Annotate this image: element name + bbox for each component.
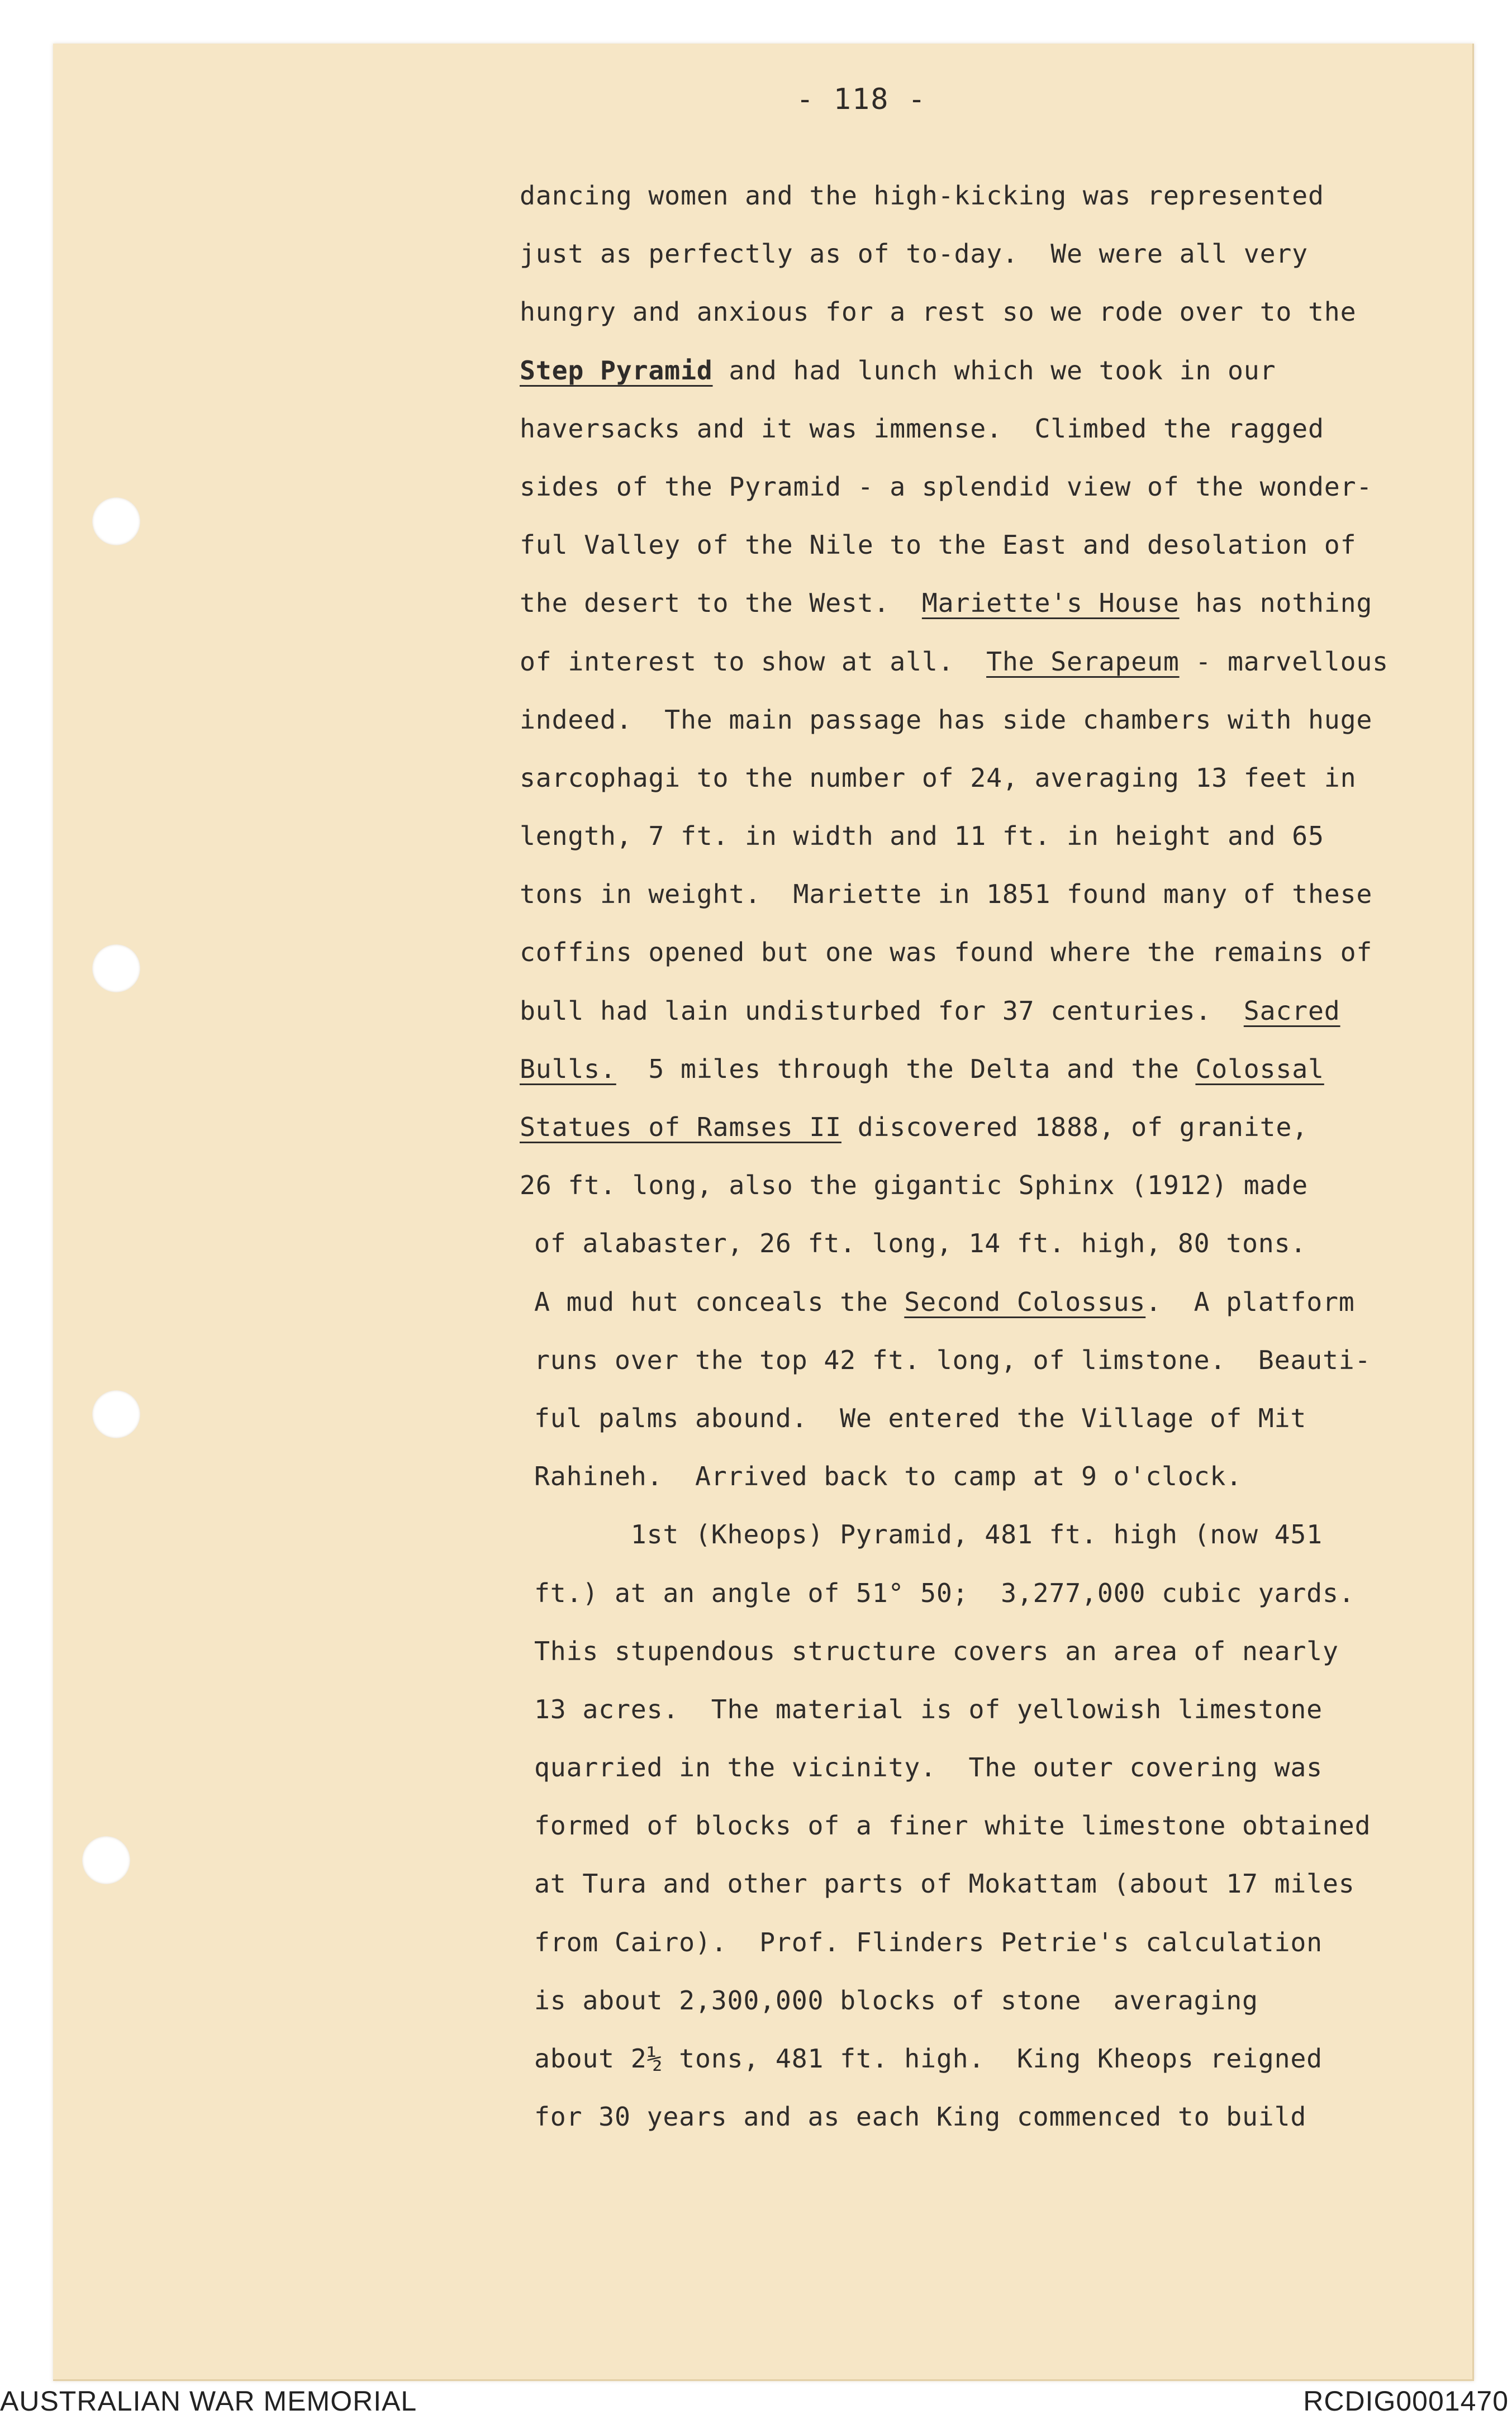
text-segment: 26 ft. long, also the gigantic Sphinx (1912) made xyxy=(520,1170,1308,1201)
text-segment: dancing women and the high-kicking was represented xyxy=(520,180,1324,211)
text-line xyxy=(520,1447,1470,1505)
text-segment: ft.) at an angle of 51° 50; 3,277,000 cubic yards. xyxy=(534,1577,1355,1608)
typed-text-body xyxy=(520,167,1470,2146)
punch-hole xyxy=(82,1836,130,1884)
underlined-term: The Serapeum xyxy=(986,646,1180,677)
text-line xyxy=(520,1971,1470,2029)
text-segment: about 2½ tons, 481 ft. high. King Kheops reigned xyxy=(534,2043,1323,2074)
text-segment: hungry and anxious for a rest so we rode over to the xyxy=(520,297,1357,327)
text-segment: of interest to show at all. xyxy=(520,646,987,677)
text-segment: indeed. The main passage has side chambers with huge xyxy=(520,704,1373,735)
underlined-term: Bulls. xyxy=(520,1053,616,1084)
text-segment: haversacks and it was immense. Climbed the ragged xyxy=(520,413,1324,444)
text-line xyxy=(520,923,1470,981)
text-segment: formed of blocks of a finer white limestone obtained xyxy=(534,1810,1371,1841)
punch-hole xyxy=(92,1390,140,1438)
footer-archive-name: AUSTRALIAN WAR MEMORIAL xyxy=(0,2385,417,2417)
text-line xyxy=(520,400,1470,458)
text-line xyxy=(520,1389,1470,1447)
underlined-term: Second Colossus xyxy=(904,1286,1146,1317)
text-line xyxy=(520,633,1470,691)
text-line xyxy=(520,341,1470,400)
text-segment: coffins opened but one was found where the remains of xyxy=(520,937,1373,968)
text-segment: Rahineh. Arrived back to camp at 9 o'clock. xyxy=(534,1461,1242,1492)
text-line xyxy=(520,1680,1470,1738)
underlined-term: Statues of Ramses II xyxy=(520,1112,841,1142)
text-line xyxy=(520,1040,1470,1098)
text-line xyxy=(520,749,1470,807)
text-line xyxy=(520,1273,1470,1331)
text-line xyxy=(520,1156,1470,1214)
text-segment: for 30 years and as each King commenced to build xyxy=(534,2102,1307,2132)
text-segment: sarcophagi to the number of 24, averaging 13 feet in xyxy=(520,762,1357,793)
text-segment: 5 miles through the Delta and the xyxy=(616,1053,1196,1084)
text-segment: the desert to the West. xyxy=(520,588,922,619)
text-segment: ful Valley of the Nile to the East and desolation of xyxy=(520,530,1357,560)
text-line xyxy=(520,1331,1470,1389)
text-segment: is about 2,300,000 blocks of stone averaging xyxy=(534,1985,1258,2016)
text-segment: and had lunch which we took in our xyxy=(712,355,1276,386)
text-segment: of alabaster, 26 ft. long, 14 ft. high, 80 tons. xyxy=(534,1228,1307,1259)
text-line xyxy=(520,807,1470,865)
underlined-term: Mariette's House xyxy=(921,588,1180,619)
footer-record-id: RCDIG0001470 xyxy=(1303,2385,1509,2417)
text-segment: from Cairo). Prof. Flinders Petrie's calculation xyxy=(534,1927,1323,1957)
text-line xyxy=(520,691,1470,749)
underlined-term: Colossal xyxy=(1195,1053,1324,1084)
text-segment: discovered 1888, of granite, xyxy=(841,1112,1308,1142)
text-segment: bull had lain undisturbed for 37 centuries. xyxy=(520,995,1244,1026)
text-segment: length, 7 ft. in width and 11 ft. in height and 65 xyxy=(520,821,1324,852)
text-line xyxy=(520,2088,1470,2146)
text-segment: tons in weight. Mariette in 1851 found many of these xyxy=(520,879,1373,910)
text-segment: quarried in the vicinity. The outer covering was xyxy=(534,1752,1323,1783)
text-line xyxy=(520,283,1470,341)
text-segment: A mud hut conceals the xyxy=(534,1286,905,1317)
text-segment: . A platform xyxy=(1145,1286,1355,1317)
punch-hole xyxy=(92,497,140,545)
text-line xyxy=(520,1738,1470,1796)
text-segment: 13 acres. The material is of yellowish limestone xyxy=(534,1694,1323,1724)
text-segment: 1st (Kheops) Pyramid, 481 ft. high (now 451 xyxy=(534,1519,1323,1550)
text-line xyxy=(520,1913,1470,1971)
text-line xyxy=(520,1214,1470,1272)
text-line xyxy=(520,225,1470,283)
text-segment: ful palms abound. We entered the Village of Mit xyxy=(534,1403,1307,1433)
text-line xyxy=(520,1098,1470,1156)
text-line xyxy=(520,1505,1470,1563)
text-line xyxy=(520,574,1470,632)
text-segment: runs over the top 42 ft. long, of limstone. Beauti- xyxy=(534,1344,1371,1375)
text-line xyxy=(520,1622,1470,1680)
underlined-term: Step Pyramid xyxy=(520,355,713,386)
page-number: - 118 - xyxy=(796,83,927,116)
text-segment: sides of the Pyramid - a splendid view of the wonder- xyxy=(520,471,1373,502)
text-line xyxy=(520,1855,1470,1913)
text-line xyxy=(520,1796,1470,1855)
text-segment: - marvellous xyxy=(1179,646,1389,677)
text-line xyxy=(520,516,1470,574)
text-line xyxy=(520,865,1470,923)
text-line xyxy=(520,458,1470,516)
text-segment: at Tura and other parts of Mokattam (about 17 miles xyxy=(534,1869,1355,1899)
text-segment: This stupendous structure covers an area of nearly xyxy=(534,1636,1339,1666)
text-line xyxy=(520,982,1470,1040)
text-line xyxy=(520,1564,1470,1622)
text-line xyxy=(520,2029,1470,2088)
text-line xyxy=(520,167,1470,225)
punch-hole xyxy=(92,944,140,992)
text-segment: has nothing xyxy=(1179,588,1373,619)
text-segment: just as perfectly as of to-day. We were all very xyxy=(520,239,1308,269)
underlined-term: Sacred xyxy=(1243,995,1340,1026)
